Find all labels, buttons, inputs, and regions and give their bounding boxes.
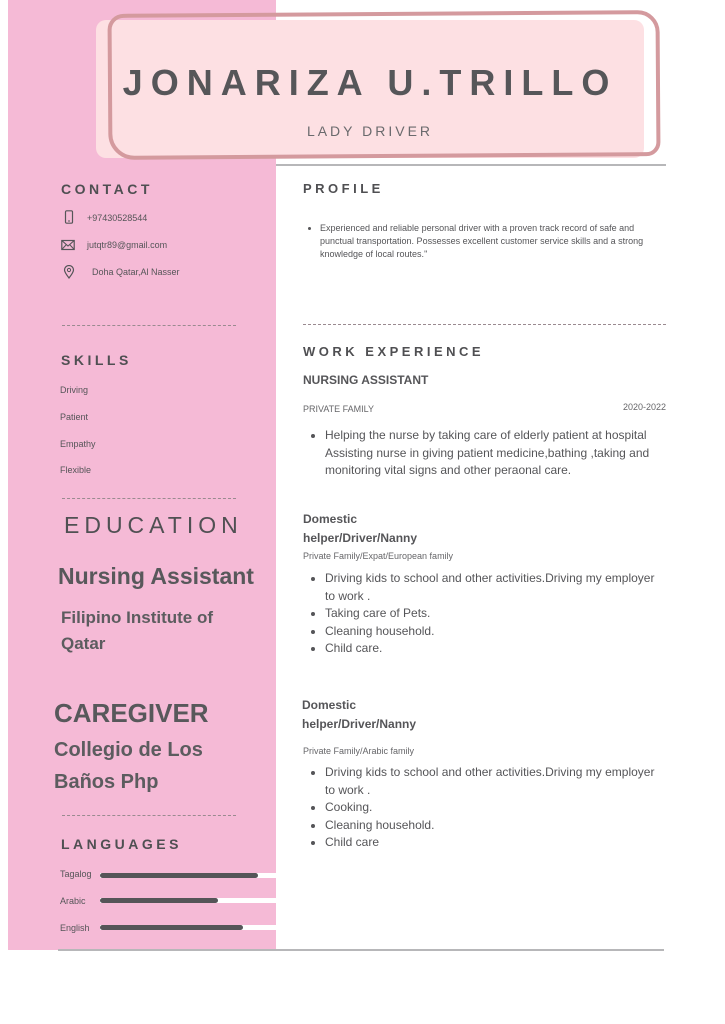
profile-list xyxy=(304,222,664,261)
skill-item: Flexible xyxy=(60,465,92,475)
job-duty: • Cleaning household. xyxy=(325,817,666,835)
education-course: CAREGIVER xyxy=(54,698,209,728)
profile-heading: PROFILE xyxy=(303,181,384,196)
job-employer: PRIVATE FAMILY xyxy=(303,404,375,414)
job-duties xyxy=(303,427,666,480)
profile-divider xyxy=(303,324,666,325)
job-title: NURSING ASSISTANT xyxy=(303,373,429,387)
education-school-line: Qatar xyxy=(61,634,106,653)
job-duties xyxy=(303,570,666,658)
job-title-line: Domestic xyxy=(303,512,358,526)
job-duty: • Taking care of Pets. xyxy=(325,605,666,623)
education-school-line: Baños Php xyxy=(54,771,159,793)
contact-location: Doha Qatar,Al Nasser xyxy=(92,267,180,277)
language-level-bar xyxy=(100,925,276,930)
language-level-fill xyxy=(100,925,243,930)
job-dates: 2020-2022 xyxy=(622,402,666,412)
language-level-bar xyxy=(100,873,276,878)
job-duties xyxy=(303,764,666,852)
education-school xyxy=(61,605,213,657)
mail-icon xyxy=(61,238,75,252)
languages-heading: LANGUAGES xyxy=(61,836,182,852)
language-name: Tagalog xyxy=(60,869,92,879)
education-course: Nursing Assistant xyxy=(58,563,254,589)
skills-divider xyxy=(62,498,236,499)
job-title xyxy=(303,510,417,548)
work-heading: WORK EXPERIENCE xyxy=(303,344,485,359)
language-level-fill xyxy=(100,898,218,903)
profile-text: • Experienced and reliable personal driver with a proven track record of safe and punctual transportation. Possesses excellent customer service skills and a strong knowledge of local routes." xyxy=(320,222,664,261)
skills-heading: SKILLS xyxy=(61,352,132,368)
job-duty: • Cooking. xyxy=(325,799,666,817)
skill-item: Patient xyxy=(60,412,89,422)
job-title-line: helper/Driver/Nanny xyxy=(303,531,418,545)
candidate-role: LADY DRIVER xyxy=(306,123,434,139)
candidate-name: JONARIZA U.TRILLO xyxy=(122,62,618,103)
skill-item: Driving xyxy=(60,385,89,395)
skill-item: Empathy xyxy=(60,439,96,449)
job-duty: • Cleaning household. xyxy=(325,623,666,641)
contact-email: jutqtr89@gmail.com xyxy=(87,240,168,250)
job-title-line: Domestic xyxy=(302,698,357,712)
language-level-fill xyxy=(100,873,258,878)
job-duty: • Child care. xyxy=(325,640,666,658)
job-employer: Private Family/Arabic family xyxy=(303,746,415,756)
job-title-line: helper/Driver/Nanny xyxy=(302,717,417,731)
footer-divider xyxy=(58,949,664,951)
education-school-line: Filipino Institute of xyxy=(61,608,214,627)
education-divider xyxy=(62,815,236,816)
job-employer: Private Family/Expat/European family xyxy=(303,551,454,561)
contact-phone: +97430528544 xyxy=(87,213,148,223)
language-name: Arabic xyxy=(60,896,86,906)
job-title xyxy=(302,696,416,734)
contact-heading: CONTACT xyxy=(61,181,153,197)
location-pin-icon xyxy=(62,265,76,279)
contact-divider xyxy=(62,325,236,326)
language-level-bar xyxy=(100,898,276,903)
header-divider xyxy=(276,164,666,166)
job-duty: • Driving kids to school and other activities.Driving my employer to work . xyxy=(325,570,666,605)
education-school-line: Collegio de Los xyxy=(54,739,203,761)
job-duty: • Helping the nurse by taking care of elderly patient at hospital Assisting nurse in giving patient medicine,bathing ,taking and monitoring vital signs and other peraonal care. xyxy=(325,427,666,480)
job-duty: • Driving kids to school and other activities.Driving my employer to work . xyxy=(325,764,666,799)
education-heading: EDUCATION xyxy=(64,512,243,538)
education-school xyxy=(54,734,203,798)
phone-icon xyxy=(62,210,76,224)
language-name: English xyxy=(60,923,90,933)
job-duty: • Child care xyxy=(325,834,666,852)
